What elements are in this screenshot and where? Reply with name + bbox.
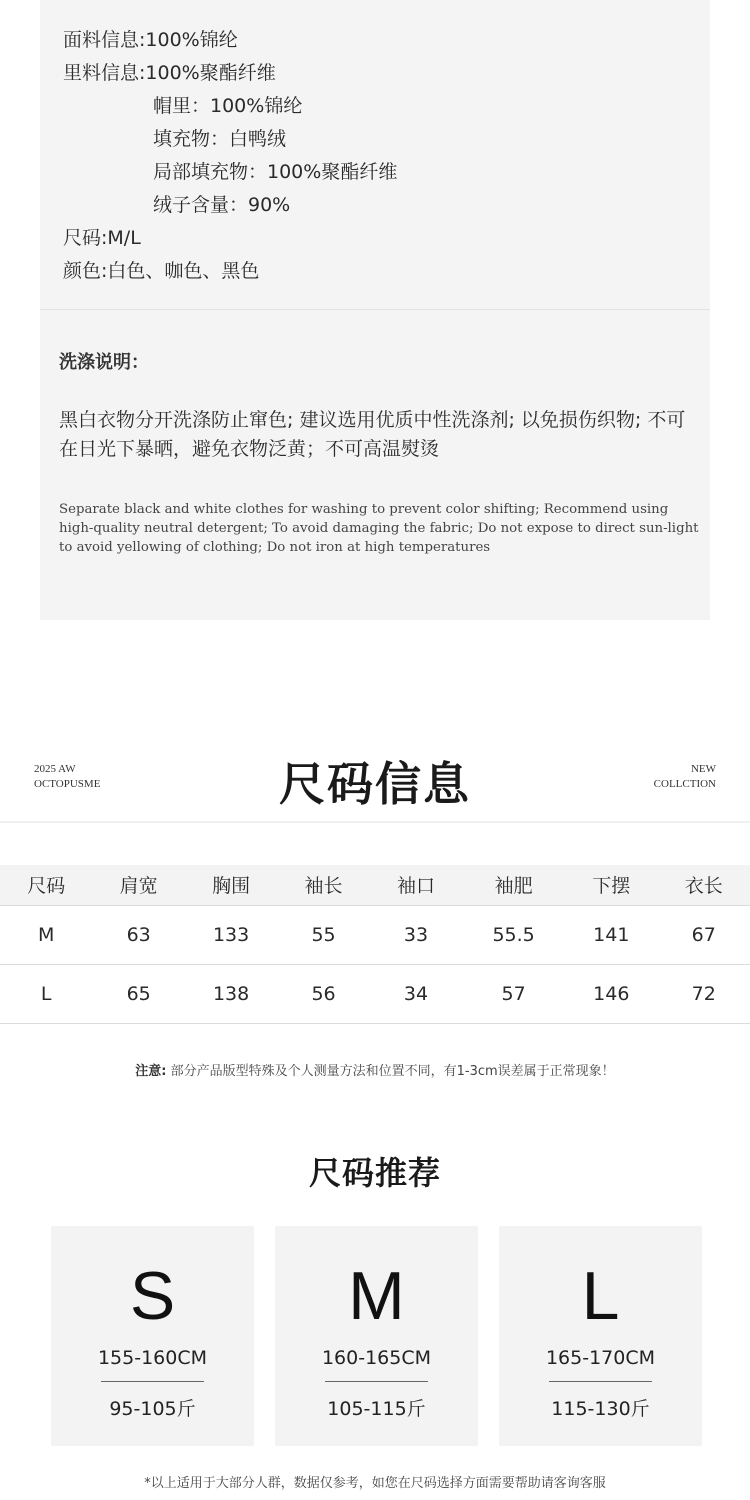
- table-cell: 138: [212, 982, 250, 1005]
- height-range: 155-160CM: [97, 1347, 208, 1369]
- size-card-l: [499, 1226, 702, 1446]
- measurement-note: [0, 1060, 750, 1079]
- card-divider: [40, 309, 710, 310]
- weight-range: 115-130斤: [551, 1398, 650, 1420]
- card-divider: [549, 1381, 652, 1382]
- height-range: 160-165CM: [321, 1347, 432, 1369]
- size-card-s: [51, 1226, 254, 1446]
- column-header: 袖口: [396, 875, 435, 898]
- season-label: 2025 AW: [34, 763, 76, 775]
- size-table: [0, 865, 750, 1024]
- table-cell: 55: [311, 923, 336, 946]
- height-range: 165-170CM: [545, 1347, 656, 1369]
- washing-title: 洗涤说明：: [59, 352, 149, 373]
- recommendation-footnote: *以上适用于大部分人群，数据仅参考，如您在尺码选择方面需要帮助请客询客服: [144, 1476, 606, 1491]
- table-cell: 146: [593, 982, 630, 1005]
- table-cell: 72: [691, 982, 716, 1005]
- material-card: [40, 0, 710, 620]
- column-header: 袖长: [304, 875, 343, 898]
- column-header: 袖肥: [494, 875, 533, 898]
- table-row: [0, 905, 750, 964]
- spec-row: 面料信息:100%锦纶: [63, 29, 238, 51]
- brand-tag-right: [654, 762, 716, 792]
- note-text: 部分产品版型特殊及个人测量方法和位置不同，有1-3cm误差属于正常现象！: [170, 1064, 615, 1079]
- table-cell: 65: [126, 982, 151, 1005]
- table-cell: 34: [403, 982, 429, 1005]
- material-spec-list: [63, 24, 397, 288]
- brand-name: OCTOPUSME: [34, 778, 101, 790]
- table-cell: M: [38, 923, 55, 946]
- spec-row: 颜色:白色、咖色、黑色: [63, 260, 260, 282]
- table-header-row: [0, 865, 750, 905]
- column-header: 胸围: [212, 875, 251, 898]
- column-header: 肩宽: [119, 875, 158, 898]
- column-header: 尺码: [27, 875, 66, 898]
- weight-range: 105-115斤: [327, 1398, 426, 1420]
- size-letter: S: [129, 1258, 176, 1334]
- washing-instructions-cn: 黑白衣物分开洗涤防止窜色; 建议选用优质中性洗涤剂; 以免损伤织物; 不可在日光下暴晒，避免衣物泛黄；不可高温熨烫: [59, 409, 686, 460]
- washing-instructions-en: Separate black and white clothes for washing to prevent color shifting; Recommend using high-quality neutral detergent; To avoid damaging the fabric; Do not expose to direct sun-light to avoid yellowing of clothing; Do not iron at high temperatures: [59, 502, 699, 555]
- spec-row: 帽里：100%锦纶: [153, 95, 303, 117]
- card-divider: [101, 1381, 204, 1382]
- spec-row: 局部填充物：100%聚酯纤维: [153, 161, 398, 183]
- size-letter: L: [581, 1258, 620, 1334]
- table-cell: 56: [311, 982, 336, 1005]
- collection-label: COLLCTION: [653, 778, 716, 790]
- table-cell: 57: [501, 982, 526, 1005]
- size-letter: M: [348, 1258, 405, 1334]
- table-cell: 33: [403, 923, 429, 946]
- table-cell: L: [40, 982, 52, 1005]
- table-row: [0, 964, 750, 1023]
- header-divider: [0, 821, 750, 823]
- column-header: 衣长: [684, 875, 723, 898]
- size-card-m: [275, 1226, 478, 1446]
- table-cell: 67: [691, 923, 716, 946]
- new-label: NEW: [690, 763, 716, 775]
- column-header: 下摆: [592, 875, 631, 898]
- note-label: 注意:: [135, 1064, 167, 1079]
- weight-range: 95-105斤: [109, 1398, 196, 1420]
- table-cell: 63: [126, 923, 151, 946]
- spec-row: 绒子含量：90%: [153, 194, 291, 216]
- size-info-title: 尺码信息: [279, 757, 471, 811]
- size-recommendation-title: 尺码推荐: [308, 1154, 441, 1192]
- card-divider: [325, 1381, 428, 1382]
- table-cell: 133: [212, 923, 250, 946]
- spec-row: 里料信息:100%聚酯纤维: [63, 62, 276, 84]
- spec-row: 尺码:M/L: [63, 227, 141, 249]
- spec-row: 填充物：白鸭绒: [153, 128, 287, 150]
- table-cell: 55.5: [492, 923, 535, 946]
- table-cell: 141: [593, 923, 630, 946]
